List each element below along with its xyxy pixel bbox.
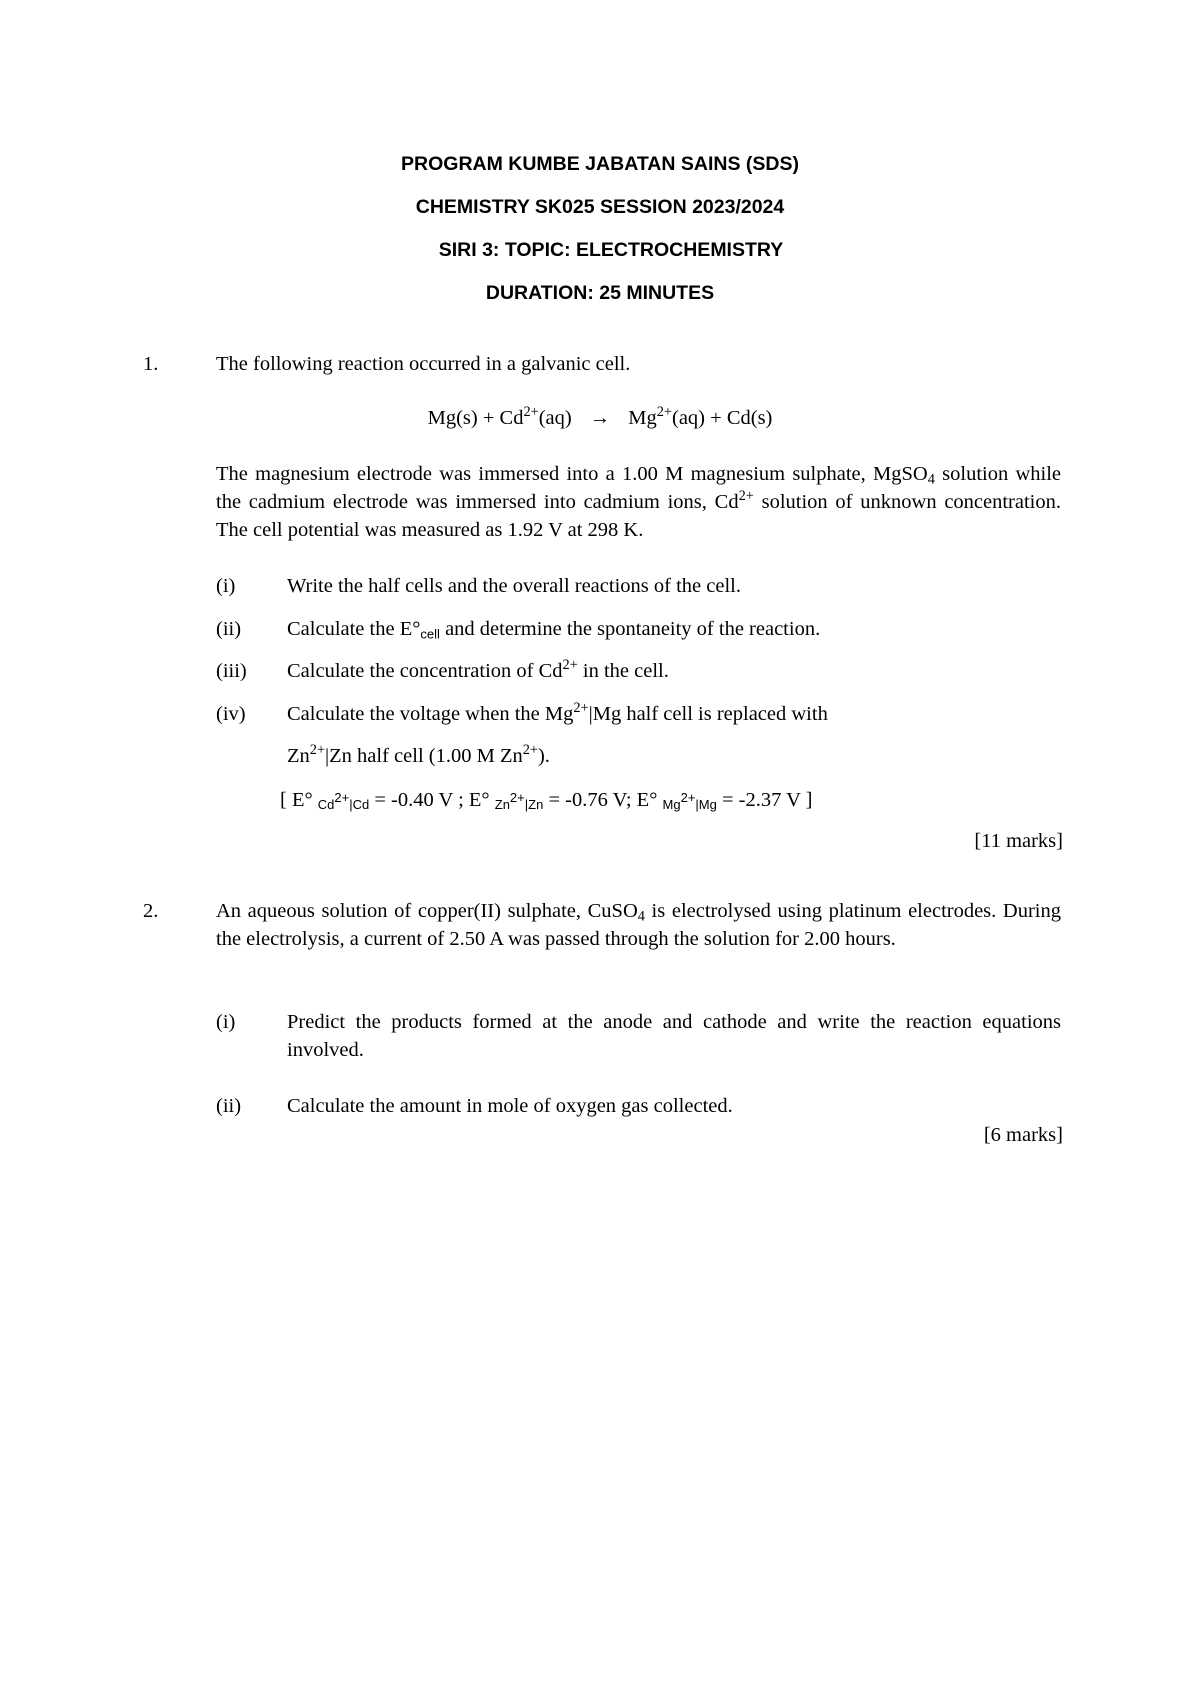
- item-text: |Mg half cell is replaced with: [588, 703, 828, 725]
- para-text: An aqueous solution of copper(II) sulphate, CuSO: [216, 900, 638, 922]
- reaction-arrow-icon: →: [589, 407, 611, 429]
- para-text: The magnesium electrode was immersed into a 1.00 M magnesium sulphate, MgSO: [216, 463, 928, 485]
- question-1-marks: [11 marks]: [974, 830, 1063, 852]
- data-species-tail: |Cd: [349, 797, 370, 813]
- data-species-symbol: Cd: [317, 797, 335, 813]
- para-superscript: 2+: [738, 488, 754, 505]
- item-text: Calculate the concentration of Cd: [287, 660, 563, 682]
- data-species: [494, 790, 544, 813]
- item-text: Zn: [287, 745, 310, 767]
- header-course: CHEMISTRY SK025 SESSION 2023/2024: [415, 196, 785, 218]
- data-species-symbol: Mg: [662, 797, 681, 813]
- para-text: solution of unknown concentration. The cell potential was measured as 1.92 V at 298 K.: [216, 491, 1061, 541]
- q1-item-iv-text-line2: [287, 742, 1061, 770]
- equation-charge: 2+: [656, 404, 672, 421]
- para-subscript: 4: [927, 471, 935, 488]
- data-text: = -0.40 V ; E°: [369, 789, 490, 811]
- equation-products-tail: (aq) + Cd(s): [672, 407, 773, 429]
- item-text: ).: [537, 745, 550, 767]
- data-species-tail: |Zn: [524, 797, 544, 813]
- data-species-tail: |Mg: [695, 797, 717, 813]
- question-2-paragraph: [216, 897, 1061, 953]
- q1-item-i-label: (i): [216, 575, 236, 597]
- document-header: [0, 150, 1200, 322]
- question-2-number: 2.: [143, 900, 159, 922]
- item-text: Calculate the E°: [287, 618, 421, 640]
- data-species-symbol: Zn: [494, 797, 510, 813]
- q1-item-iv-label: (iv): [216, 703, 246, 725]
- data-text: = -2.37 V ]: [716, 789, 813, 811]
- para-text: solution while the cadmium electrode was immersed into cadmium ions, Cd: [216, 463, 1062, 513]
- question-1-number: 1.: [143, 353, 159, 375]
- question-1-equation: [0, 404, 1200, 432]
- q1-item-ii-label: (ii): [216, 618, 242, 640]
- data-species-charge: 2+: [334, 790, 350, 806]
- header-program: PROGRAM KUMBE JABATAN SAINS (SDS): [401, 153, 799, 175]
- item-text: |Zn half cell (1.00 M Zn: [325, 745, 523, 767]
- header-duration: DURATION: 25 MINUTES: [485, 282, 715, 304]
- para-subscript: 4: [637, 908, 645, 925]
- item-subscript: cell: [420, 626, 440, 642]
- equation-state: (aq): [538, 407, 572, 429]
- standard-potentials-data: [280, 786, 813, 814]
- q1-item-ii-text: [287, 615, 1061, 643]
- data-text: = -0.76 V; E°: [543, 789, 658, 811]
- q2-item-ii-label: (ii): [216, 1095, 242, 1117]
- data-species: [662, 790, 717, 813]
- item-superscript: 2+: [309, 742, 326, 759]
- item-superscript: 2+: [562, 657, 578, 674]
- data-species-charge: 2+: [509, 790, 525, 806]
- data-text: [ E°: [280, 789, 313, 811]
- item-text: in the cell.: [577, 660, 669, 682]
- question-1-intro: The following reaction occurred in a galvanic cell.: [216, 353, 631, 375]
- data-species: [317, 790, 370, 813]
- para-text: is electrolysed using platinum electrodes. During the electrolysis, a current of 2.50 A was passed through the solution for 2.00 hours.: [216, 900, 1061, 950]
- item-superscript: 2+: [522, 742, 538, 759]
- q2-item-i-text: Predict the products formed at the anode and cathode and write the reaction equations involved.: [287, 1011, 1061, 1061]
- data-species-charge: 2+: [680, 790, 696, 806]
- q1-item-iii-label: (iii): [216, 660, 247, 682]
- item-text: Calculate the voltage when the Mg: [287, 703, 574, 725]
- question-1-paragraph: [216, 460, 1061, 544]
- q2-item-ii-text: Calculate the amount in mole of oxygen gas collected.: [287, 1095, 733, 1117]
- equation-reactants: Mg(s) + Cd: [427, 407, 524, 429]
- q1-item-iv-text: [287, 700, 1061, 728]
- q2-item-i-label: (i): [216, 1011, 236, 1033]
- header-topic: SIRI 3: TOPIC: ELECTROCHEMISTRY: [438, 239, 784, 261]
- item-superscript: 2+: [573, 700, 589, 717]
- equation-charge: 2+: [523, 404, 539, 421]
- q1-item-i-text: Write the half cells and the overall reactions of the cell.: [287, 575, 741, 597]
- equation-products: Mg: [628, 407, 657, 429]
- q1-item-iii-text: [287, 657, 1061, 685]
- item-text: and determine the spontaneity of the reaction.: [439, 618, 821, 640]
- question-2-marks: [6 marks]: [983, 1124, 1063, 1146]
